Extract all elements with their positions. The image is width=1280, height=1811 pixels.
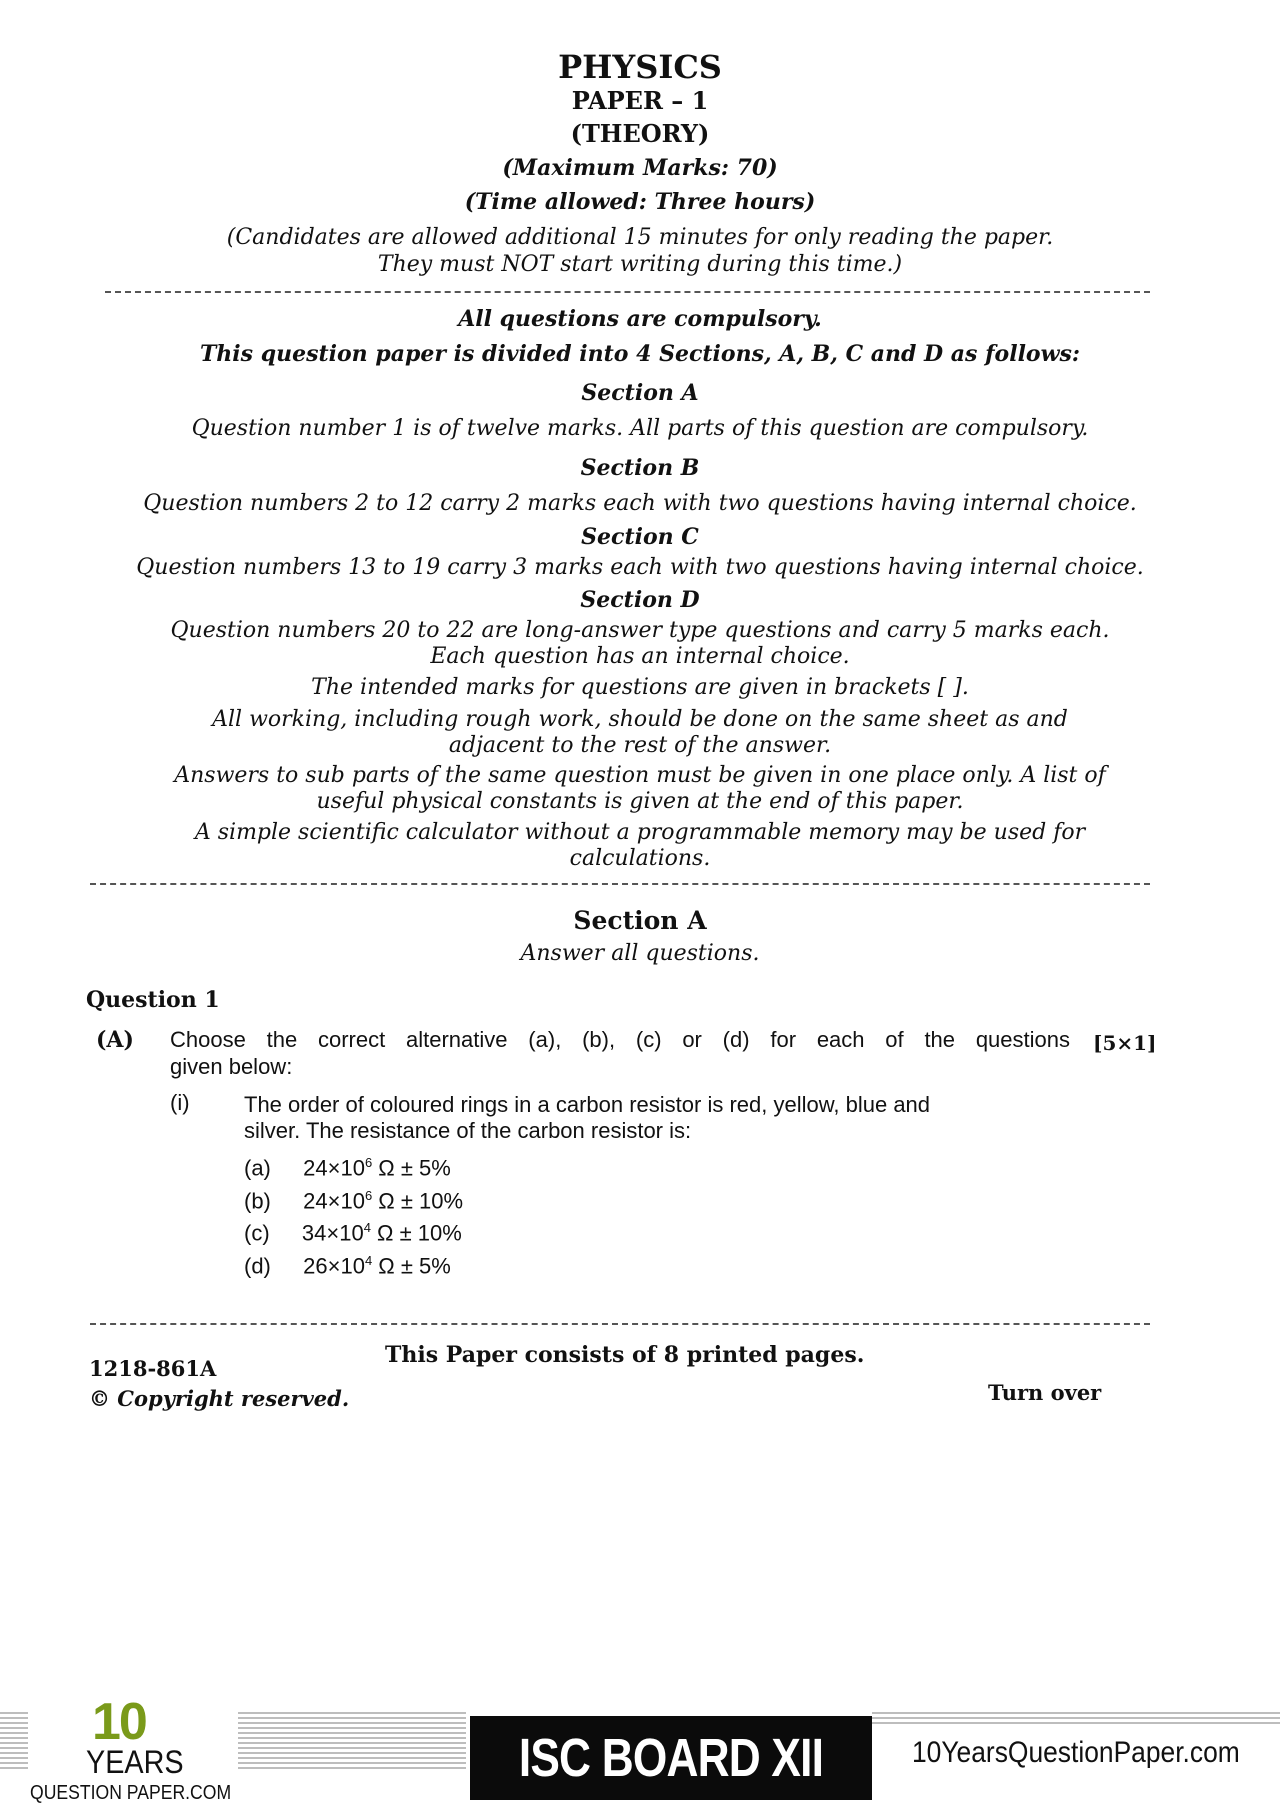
option-value: Ω ± 10% (370, 1220, 462, 1246)
logo-years: YEARS (86, 1744, 184, 1780)
section-c-description: Question numbers 13 to 19 carry 3 marks each with two questions having internal choice. (136, 555, 1144, 580)
option-exponent: 6 (364, 1155, 373, 1170)
question-part-text-line2: given below: (170, 1054, 293, 1079)
section-d-description1: Question numbers 20 to 22 are long-answer type questions and carry 5 marks each. (170, 618, 1110, 643)
option-label: (b) (244, 1188, 271, 1214)
copyright: © Copyright reserved. (89, 1386, 350, 1411)
logo-number: 10 (92, 1693, 146, 1751)
section-b-description: Question numbers 2 to 12 carry 2 marks each with two questions having internal choice. (143, 491, 1137, 516)
section-d-description2: Each question has an internal choice. (430, 644, 850, 669)
option-exponent: 4 (363, 1220, 371, 1235)
paper-code: 1218-861A (89, 1356, 217, 1381)
section-d-heading: Section D (580, 587, 700, 613)
paper-type: (THEORY) (570, 119, 710, 148)
section-a-subtitle: Answer all questions. (520, 941, 760, 966)
reading-note-line2: They must NOT start writing during this time.) (377, 252, 903, 277)
board-banner-text: ISC BOARD XII (518, 1728, 824, 1788)
sub-question-text-line2: silver. The resistance of the carbon resistor is: (244, 1118, 692, 1143)
instruction-calculator-line1: A simple scientific calculator without a programmable memory may be used for (194, 820, 1086, 845)
decorative-stripes (872, 1712, 1280, 1726)
board-banner (470, 1716, 872, 1800)
instruction-subparts-line2: useful physical constants is given at the end of this paper. (316, 789, 964, 814)
instruction-working-line1: All working, including rough work, should be done on the same sheet as and (212, 707, 1068, 732)
option-exponent: 4 (364, 1253, 373, 1268)
instruction-calculator-line2: calculations. (569, 846, 711, 871)
section-a-description: Question number 1 is of twelve marks. All parts of this question are compulsory. (191, 416, 1089, 441)
option-exponent: 6 (364, 1188, 373, 1203)
option-label: (d) (244, 1253, 271, 1279)
option-value: Ω ± 5% (372, 1253, 451, 1279)
instruction-compulsory: All questions are compulsory. (458, 306, 822, 332)
maximum-marks: (Maximum Marks: 70) (502, 155, 778, 181)
option-mantissa: 26×10 (303, 1253, 365, 1279)
divider (90, 883, 1150, 885)
instruction-sections: This question paper is divided into 4 Sections, A, B, C and D as follows: (199, 341, 1081, 367)
question-part-label: (A) (96, 1027, 134, 1053)
question-heading: Question 1 (86, 987, 220, 1013)
instruction-marks-brackets: The intended marks for questions are given in brackets [ ]. (311, 675, 969, 700)
website-link[interactable]: 10YearsQuestionPaper.com (912, 1736, 1240, 1769)
section-c-heading: Section C (581, 524, 699, 550)
option-a (244, 1155, 451, 1181)
option-d (244, 1253, 451, 1279)
divider (90, 1323, 1150, 1325)
sub-question-text-line1: The order of coloured rings in a carbon resistor is red, yellow, blue and (244, 1092, 931, 1117)
option-mantissa: 34×10 (301, 1220, 364, 1246)
divider (105, 291, 1150, 293)
option-mantissa: 24×10 (303, 1188, 365, 1214)
reading-note-line1: (Candidates are allowed additional 15 minutes for only reading the paper. (226, 225, 1054, 250)
question-part-text-line1: Choose the correct alternative (a), (b), (c) or (d) for each of the questions (170, 1027, 1070, 1052)
section-a-title: Section A (573, 906, 707, 935)
turn-over: Turn over (988, 1380, 1102, 1405)
instruction-subparts-line1: Answers to sub parts of the same question must be given in one place only. A list of (174, 763, 1106, 788)
option-c (244, 1220, 462, 1246)
time-allowed: (Time allowed: Three hours) (464, 189, 816, 215)
section-a-heading: Section A (581, 380, 699, 406)
decorative-stripes (0, 1712, 28, 1772)
paper-number: PAPER – 1 (571, 86, 709, 115)
logo-site: QUESTION PAPER.COM (30, 1782, 232, 1804)
sub-question-label: (i) (170, 1090, 190, 1115)
option-label: (c) (244, 1220, 270, 1246)
branding-footer (0, 1693, 1280, 1811)
option-b (244, 1188, 463, 1214)
option-value: Ω ± 5% (372, 1155, 451, 1181)
pages-note: This Paper consists of 8 printed pages. (385, 1342, 865, 1368)
option-value: Ω ± 10% (372, 1188, 464, 1214)
section-b-heading: Section B (580, 455, 700, 481)
option-label: (a) (244, 1155, 271, 1181)
subject-title: PHYSICS (558, 48, 722, 86)
option-mantissa: 24×10 (303, 1155, 365, 1181)
marks-badge: [5×1] (1093, 1031, 1157, 1055)
decorative-stripes (238, 1712, 466, 1772)
instruction-working-line2: adjacent to the rest of the answer. (448, 733, 832, 758)
